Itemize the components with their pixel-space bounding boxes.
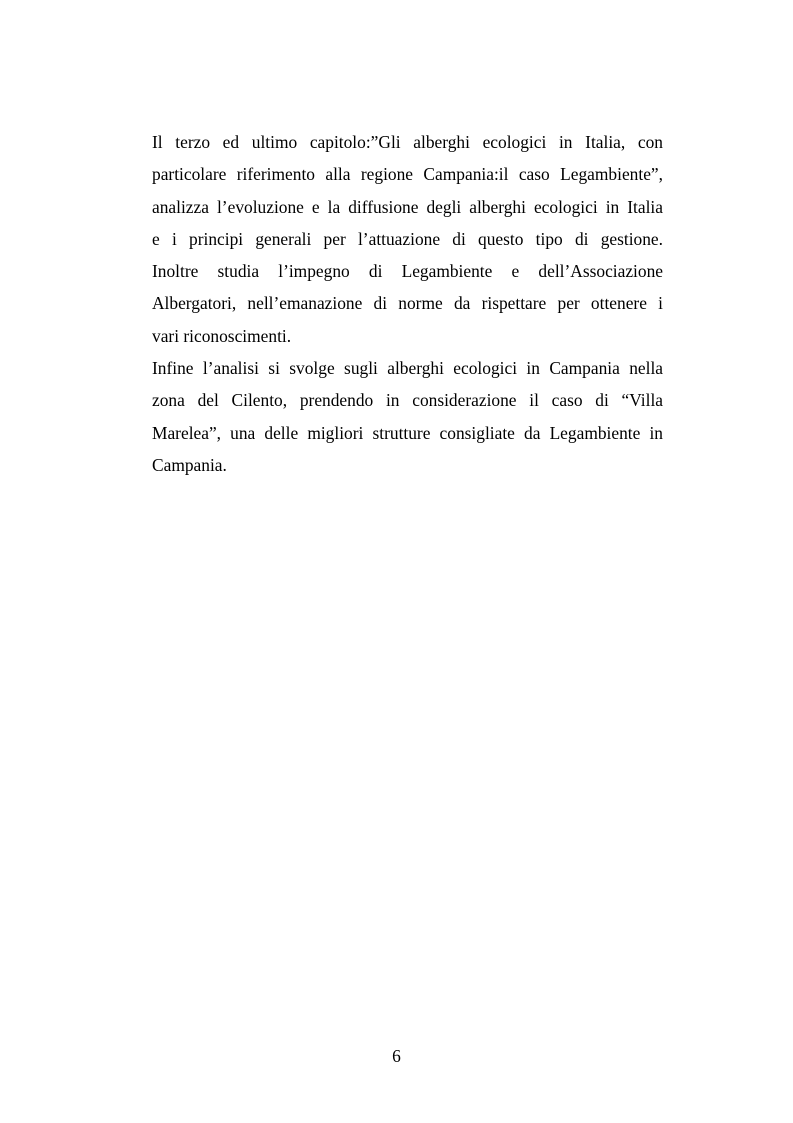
paragraph-1-line-2: particolare riferimento alla regione Campania:il caso Legambiente”, (152, 164, 663, 185)
paragraph-1-line-7: vari riconoscimenti. (152, 325, 292, 346)
paragraph-2-line-2: zona del Cilento, prendendo in considerazione il caso di “Villa (152, 390, 663, 411)
paragraph-1-line-5: Inoltre studia l’impegno di Legambiente e dell’Associazione (152, 261, 663, 282)
paragraph-2-line-3: Marelea”, una delle migliori strutture consigliate da Legambiente in (152, 422, 663, 443)
page-number: 6 (392, 1046, 401, 1066)
paragraph-2-line-4: Campania. (152, 454, 227, 475)
paragraph-1-line-4: e i principi generali per l’attuazione di questo tipo di gestione. (152, 228, 663, 249)
paragraph-1-line-6: Albergatori, nell’emanazione di norme da rispettare per ottenere i (152, 293, 663, 314)
paragraph-2-line-1: Infine l’analisi si svolge sugli alberghi ecologici in Campania nella (152, 358, 663, 379)
body-text (152, 126, 663, 481)
paragraph-1-line-1: Il terzo ed ultimo capitolo:”Gli alberghi ecologici in Italia, con (152, 132, 663, 152)
paragraph-1-line-3: analizza l’evoluzione e la diffusione degli alberghi ecologici in Italia (152, 196, 663, 217)
